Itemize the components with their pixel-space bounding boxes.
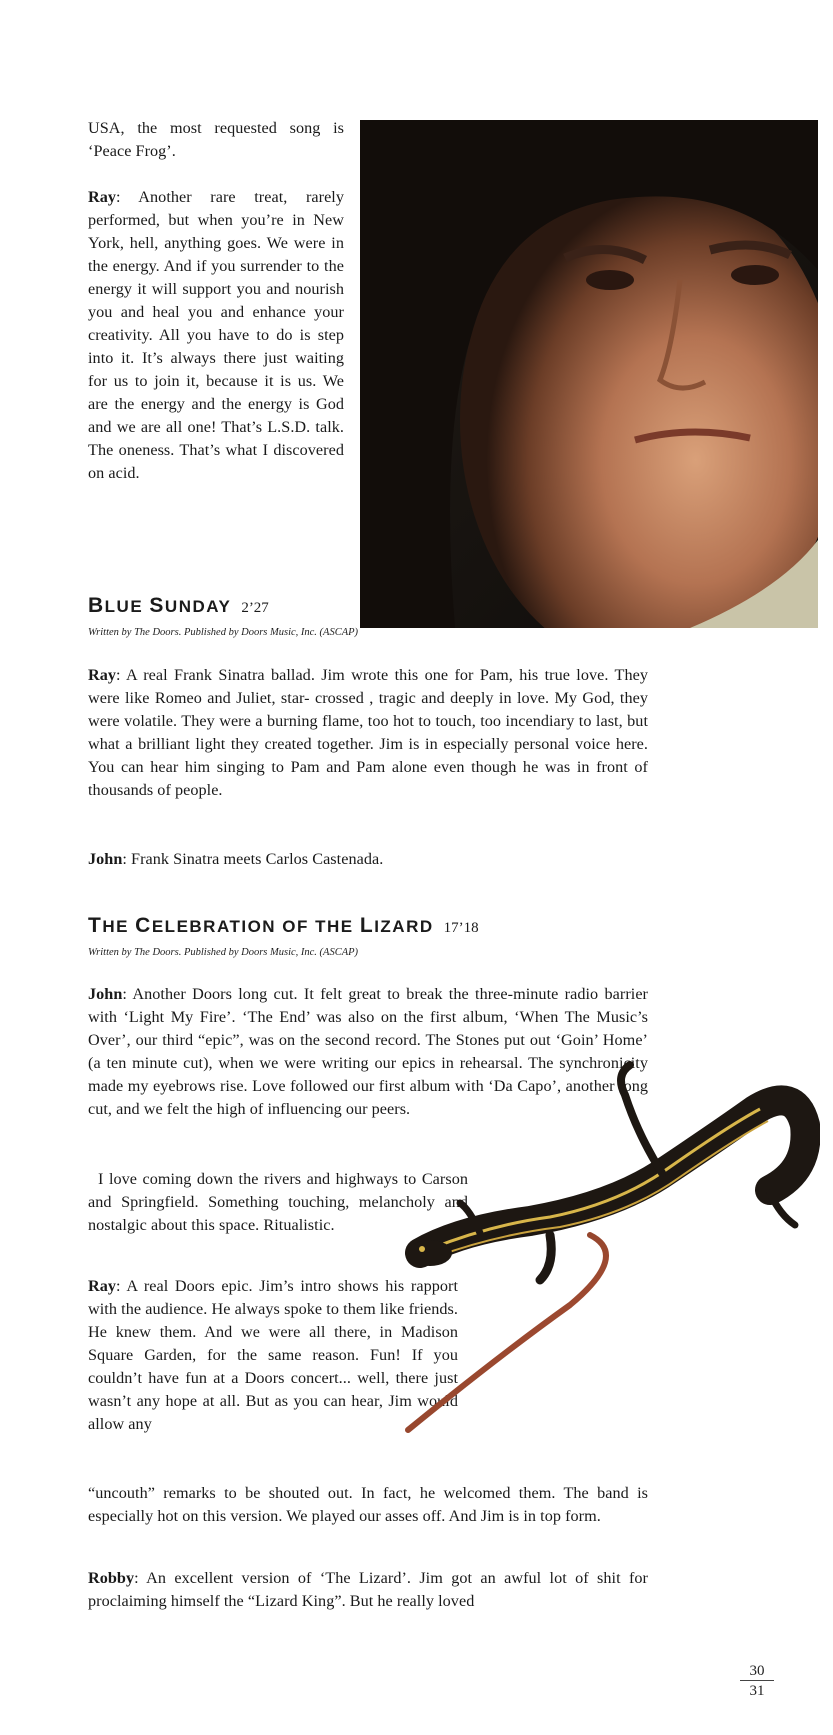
quote-text: : Frank Sinatra meets Carlos Castenada. — [122, 850, 384, 868]
speaker-ray: Ray — [88, 1277, 117, 1295]
blue-sunday-title: BLUE SUNDAY 2’27 — [88, 594, 269, 617]
ray-quote-blue-sunday — [88, 664, 648, 802]
speaker-ray: Ray — [88, 188, 117, 206]
speaker-john: John — [88, 850, 123, 868]
speaker-robby: Robby — [88, 1569, 135, 1587]
john-quote-blue-sunday — [88, 848, 648, 871]
ray-quote-lizard-end: “uncouth” remarks to be shouted out. In fact, he welcomed them. The band is especially hot on this version. We played our asses off. And Jim is in top form. — [88, 1484, 648, 1525]
quote-text: : Another rare treat, rarely performed, but when you’re in New York, hell, anything goes. We were in the energy. And if you surrender to the energy it will support you and nourish you and heal you and enhance your creativity. All you have to do is step into it. It’s always there just waiting for us to join it, because it is us. We are the energy and the energy is God and we are all one! That’s L.S.D. talk. The oneness. That’s what I discovered on acid. — [88, 188, 344, 482]
lizard-duration: 17’18 — [443, 920, 479, 936]
quote-text: : Another Doors long cut. It felt great to break the three-minute radio barrier with ‘Light My Fire’. ‘The End’ was also on the first album, ‘When The Music’s Over’, our third “epic”, was on the second record. The Stones put out ‘Goin’ Home’ (a ten minute cut), when we were writing our epics in rehearsal. The synchronicity made my eyebrows rise. Love followed our first album with ‘Da Capo’, another long cut, and we felt the high of influencing our peers. — [88, 985, 648, 1118]
intro-paragraph: USA, the most requested song is ‘Peace Frog’. — [88, 119, 344, 160]
page-number-top: 30 — [740, 1663, 774, 1681]
page-number-bottom: 31 — [749, 1683, 765, 1699]
speaker-ray: Ray — [88, 666, 117, 684]
blue-sunday-credit: Written by The Doors. Published by Doors Music, Inc. (ASCAP) — [88, 627, 359, 638]
john-quote-lizard-cont: I love coming down the rivers and highways to Carson and Springfield. Something touching, melancholy and nostalgic about this space. Ritualistic. — [88, 1170, 468, 1234]
quote-text: : An excellent version of ‘The Lizard’. Jim got an awful lot of shit for proclaiming himself the “Lizard King”. But he really loved — [88, 1569, 648, 1610]
lizard-credit: Written by The Doors. Published by Doors Music, Inc. (ASCAP) — [88, 947, 359, 958]
blue-sunday-duration: 2’27 — [241, 600, 269, 616]
ray-quote-intro — [88, 186, 344, 485]
lizard-illustration — [400, 1025, 820, 1445]
robby-quote-lizard — [88, 1567, 648, 1613]
portrait-photo — [360, 120, 818, 628]
quote-text: : A real Frank Sinatra ballad. Jim wrote this one for Pam, his true love. They were like Romeo and Juliet, star- crossed , tragic and deeply in love. My God, they were volatile. They were a burning flame, too hot to touch, too incendiary to last, but what a brilliant light they created together. Jim is in especially personal voice here. You can hear him singing to Pam and Pam alone even though he was in front of thousands of people. — [88, 666, 648, 799]
quote-text: : A real Doors epic. Jim’s intro shows his rapport with the audience. He always spoke to them like friends. He knew them. And we were all there, in Madison Square Garden, for the same reason. Fun! If you couldn’t have fun at a Doors concert... well, there just wasn’t any hope at all. But as you can hear, Jim would allow any — [88, 1277, 458, 1433]
speaker-john: John — [88, 985, 123, 1003]
lizard-title: THE CELEBRATION OF THE LIZARD 17’18 — [88, 914, 479, 937]
